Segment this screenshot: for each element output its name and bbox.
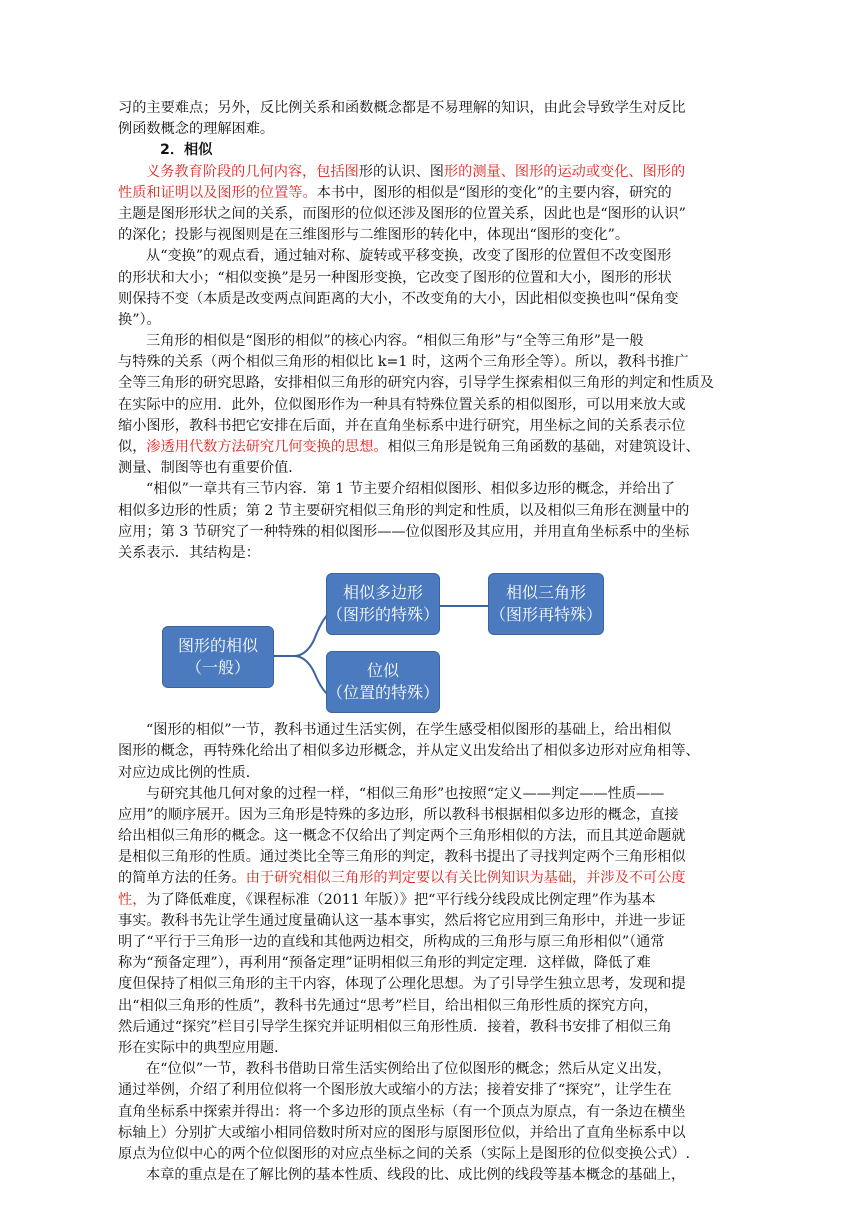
paragraph-triangle-similarity (118, 331, 740, 479)
text-line: 原点为位似中心的两个位似图形的对应点坐标之间的关系（实际上是图形的位似变换公式）. (118, 1145, 691, 1162)
paragraph-homothety-section (118, 1059, 740, 1165)
text-span: 本书中，图形的相似是“图形的变化”的主要内容，研究的 (316, 184, 672, 201)
node-subtitle: （一般） (185, 658, 250, 678)
text-line: 从“变换”的观点看，通过轴对称、旋转或平移变换，改变了图形的位置但不改变图形 (146, 248, 672, 265)
highlighted-text: 性， (118, 891, 147, 908)
text-line: 在实际中的应用．此外，位似图形作为一种具有特殊位置关系的相似图形，可以用来放大或 (118, 396, 686, 413)
text-line: 图形的概念，再特殊化给出了相似多边形概念，并从定义出发给出了相似多边形对应角相等、 (118, 743, 700, 760)
text-line: 给出相似三角形的概念。这一概念不仅给出了判定两个三角形相似的方法，而且其逆命题就 (118, 828, 686, 845)
node-similar-polygons (326, 573, 440, 635)
text-line: 的深化；投影与视图则是在三维图形与二维图形的转化中，体现出“图形的变化”。 (118, 227, 630, 244)
structure-diagram (118, 568, 740, 716)
node-title: 相似多边形 (342, 583, 423, 603)
node-subtitle: （位置的特殊） (327, 683, 440, 703)
text-line: 换”）。 (118, 311, 161, 328)
text-line (118, 162, 740, 183)
highlighted-text: 义务教育阶段的几何内容，包括图 (146, 163, 359, 180)
text-line: 本章的重点是在了解比例的基本性质、线段的比、成比例的线段等基本概念的基础上， (146, 1167, 686, 1184)
highlighted-text: 形的测量、图形的运动或变化、图形的 (443, 163, 686, 180)
text-line: 出“相似三角形的性质”，教科书先通过“思考”栏目，给出相似三角形性质的探究方向， (118, 997, 658, 1014)
connector-root-to-poly (274, 610, 333, 656)
text-line: 度但保持了相似三角形的主干内容，体现了公理化思想。为了引导学生独立思考，发现和提 (118, 976, 686, 993)
text-line: 标轴上）分别扩大或缩小相同倍数时所对应的图形与原图形位似，并给出了直角坐标系中以 (118, 1124, 686, 1141)
text-line: “相似”一章共有三节内容．第 1 节主要介绍相似图形、相似多边形的概念，并给出了 (146, 481, 676, 498)
text-line: 对应边成比例的性质． (118, 764, 260, 781)
text-line: 形在实际中的典型应用题． (118, 1039, 289, 1056)
highlighted-text: 渗透用代数方法研究几何变换的思想。 (146, 439, 388, 455)
node-subtitle: （图形再特殊） (489, 605, 602, 625)
text-line (118, 868, 740, 889)
text-line: 在“位似”一节，教科书借助日常生活实例给出了位似图形的概念；然后从定义出发， (146, 1061, 672, 1078)
text-line: 例函数概念的理解困难。 (118, 121, 275, 138)
text-line (118, 890, 740, 911)
text-line: 应用”的顺序展开。因为三角形是特殊的多边形，所以教科书根据相似多边形的概念，直接 (118, 806, 679, 823)
text-line: “图形的相似”一节，教科书通过生活实例，在学生感受相似图形的基础上，给出相似 (146, 722, 672, 739)
node-homothety (326, 651, 440, 713)
text-line: 是相似三角形的性质。通过类比全等三角形的判定，教科书提出了寻找判定两个三角形相似 (118, 849, 686, 866)
text-span: 相似三角形是锐角三角函数的基础，对建筑设计、 (387, 439, 700, 455)
node-similar-triangles (488, 573, 604, 635)
text-span: 似， (118, 439, 147, 455)
text-line: 相似多边形的性质；第 2 节主要研究相似三角形的判定和性质，以及相似三角形在测量中的 (118, 502, 690, 519)
text-line: 习的主要难点；另外，反比例关系和函数概念都是不易理解的知识，由此会导致学生对反比 (118, 100, 686, 116)
node-title: 相似三角形 (505, 583, 586, 603)
text-line: 与研究其他几何对象的过程一样，“相似三角形”也按照“定义——判定——性质—— (146, 785, 665, 802)
text-span: 的简单方法的任务。 (118, 870, 246, 887)
text-line: 通过举例，介绍了利用位似将一个图形放大或缩小的方法；接着安排了“探究”，让学生在 (118, 1082, 672, 1099)
text-line: 应用；第 3 节研究了一种特殊的相似图形——位似图形及其应用，并用直角坐标系中的坐标 (118, 523, 690, 540)
text-line: 称为“预备定理”），再利用“预备定理”证明相似三角形的判定定理．这样做，降低了难 (118, 955, 651, 972)
text-line (118, 183, 740, 204)
paragraph-chapter-focus (118, 1165, 740, 1186)
node-subtitle: （图形的特殊） (327, 605, 440, 625)
text-span: 形的认识、图 (358, 163, 444, 180)
paragraph-chapter-structure (118, 479, 740, 564)
node-title: 图形的相似 (177, 636, 258, 656)
paragraph-similar-triangles-section (118, 784, 740, 1059)
text-line: 主题是图形形状之间的关系，而图形的位似还涉及图形的位置关系，因此也是“图形的认识” (118, 205, 686, 222)
node-title: 位似 (366, 661, 399, 681)
text-line: 关系表示．其结构是： (118, 544, 260, 561)
text-line: 与特殊的关系（两个相似三角形的相似比 k=1 时，这两个三角形全等）。所以，教科书推广 (118, 354, 689, 371)
node-similar-figures (162, 626, 274, 688)
text-line: 缩小图形，教科书把它安排在后面，并在直角坐标系中进行研究，用坐标之间的关系表示位 (118, 417, 686, 434)
paragraph-geometry-content (118, 162, 740, 247)
section-heading: 2．相似 (160, 142, 213, 159)
paragraph-intro-tail (118, 98, 740, 140)
highlighted-text: 由于研究相似三角形的判定要以有关比例知识为基础，并涉及不可公度 (245, 870, 686, 887)
paragraph-similar-figures-section (118, 720, 740, 784)
text-line: 三角形的相似是“图形的相似”的核心内容。“相似三角形”与“全等三角形”是一般 (146, 333, 644, 350)
text-line: 然后通过“探究”栏目引导学生探究并证明相似三角形性质．接着，教科书安排了相似三角 (118, 1018, 672, 1035)
text-line: 事实。教科书先让学生通过度量确认这一基本事实，然后将它应用到三角形中，并进一步证 (118, 912, 686, 929)
text-line: 明了“平行于三角形一边的直线和其他两边相交，所构成的三角形与原三角形相似”（通常 (118, 934, 665, 950)
paragraph-transformation (118, 246, 740, 331)
text-line: 则保持不变（本质是改变两点间距离的大小，不改变角的大小，因此相似变换也叫“保角变 (118, 290, 679, 307)
document-page (118, 98, 740, 1186)
text-line: 直角坐标系中探索并得出：将一个多边形的顶点坐标（有一个顶点为原点，有一条边在横坐 (118, 1103, 686, 1120)
highlighted-text: 性质和证明以及图形的位置等。 (118, 184, 317, 201)
text-line: 的形状和大小；“相似变换”是另一种图形变换，它改变了图形的位置和大小，图形的形状 (118, 269, 672, 286)
text-line: 测量、制图等也有重要价值． (118, 460, 303, 477)
text-line (118, 437, 740, 458)
text-span: 为了降低难度，《课程标准（2011 年版）》把“平行线分线段成比例定理”作为基本 (146, 891, 656, 908)
text-line: 全等三角形的研究思路，安排相似三角形的研究内容，引导学生探索相似三角形的判定和性质及 (118, 375, 714, 392)
